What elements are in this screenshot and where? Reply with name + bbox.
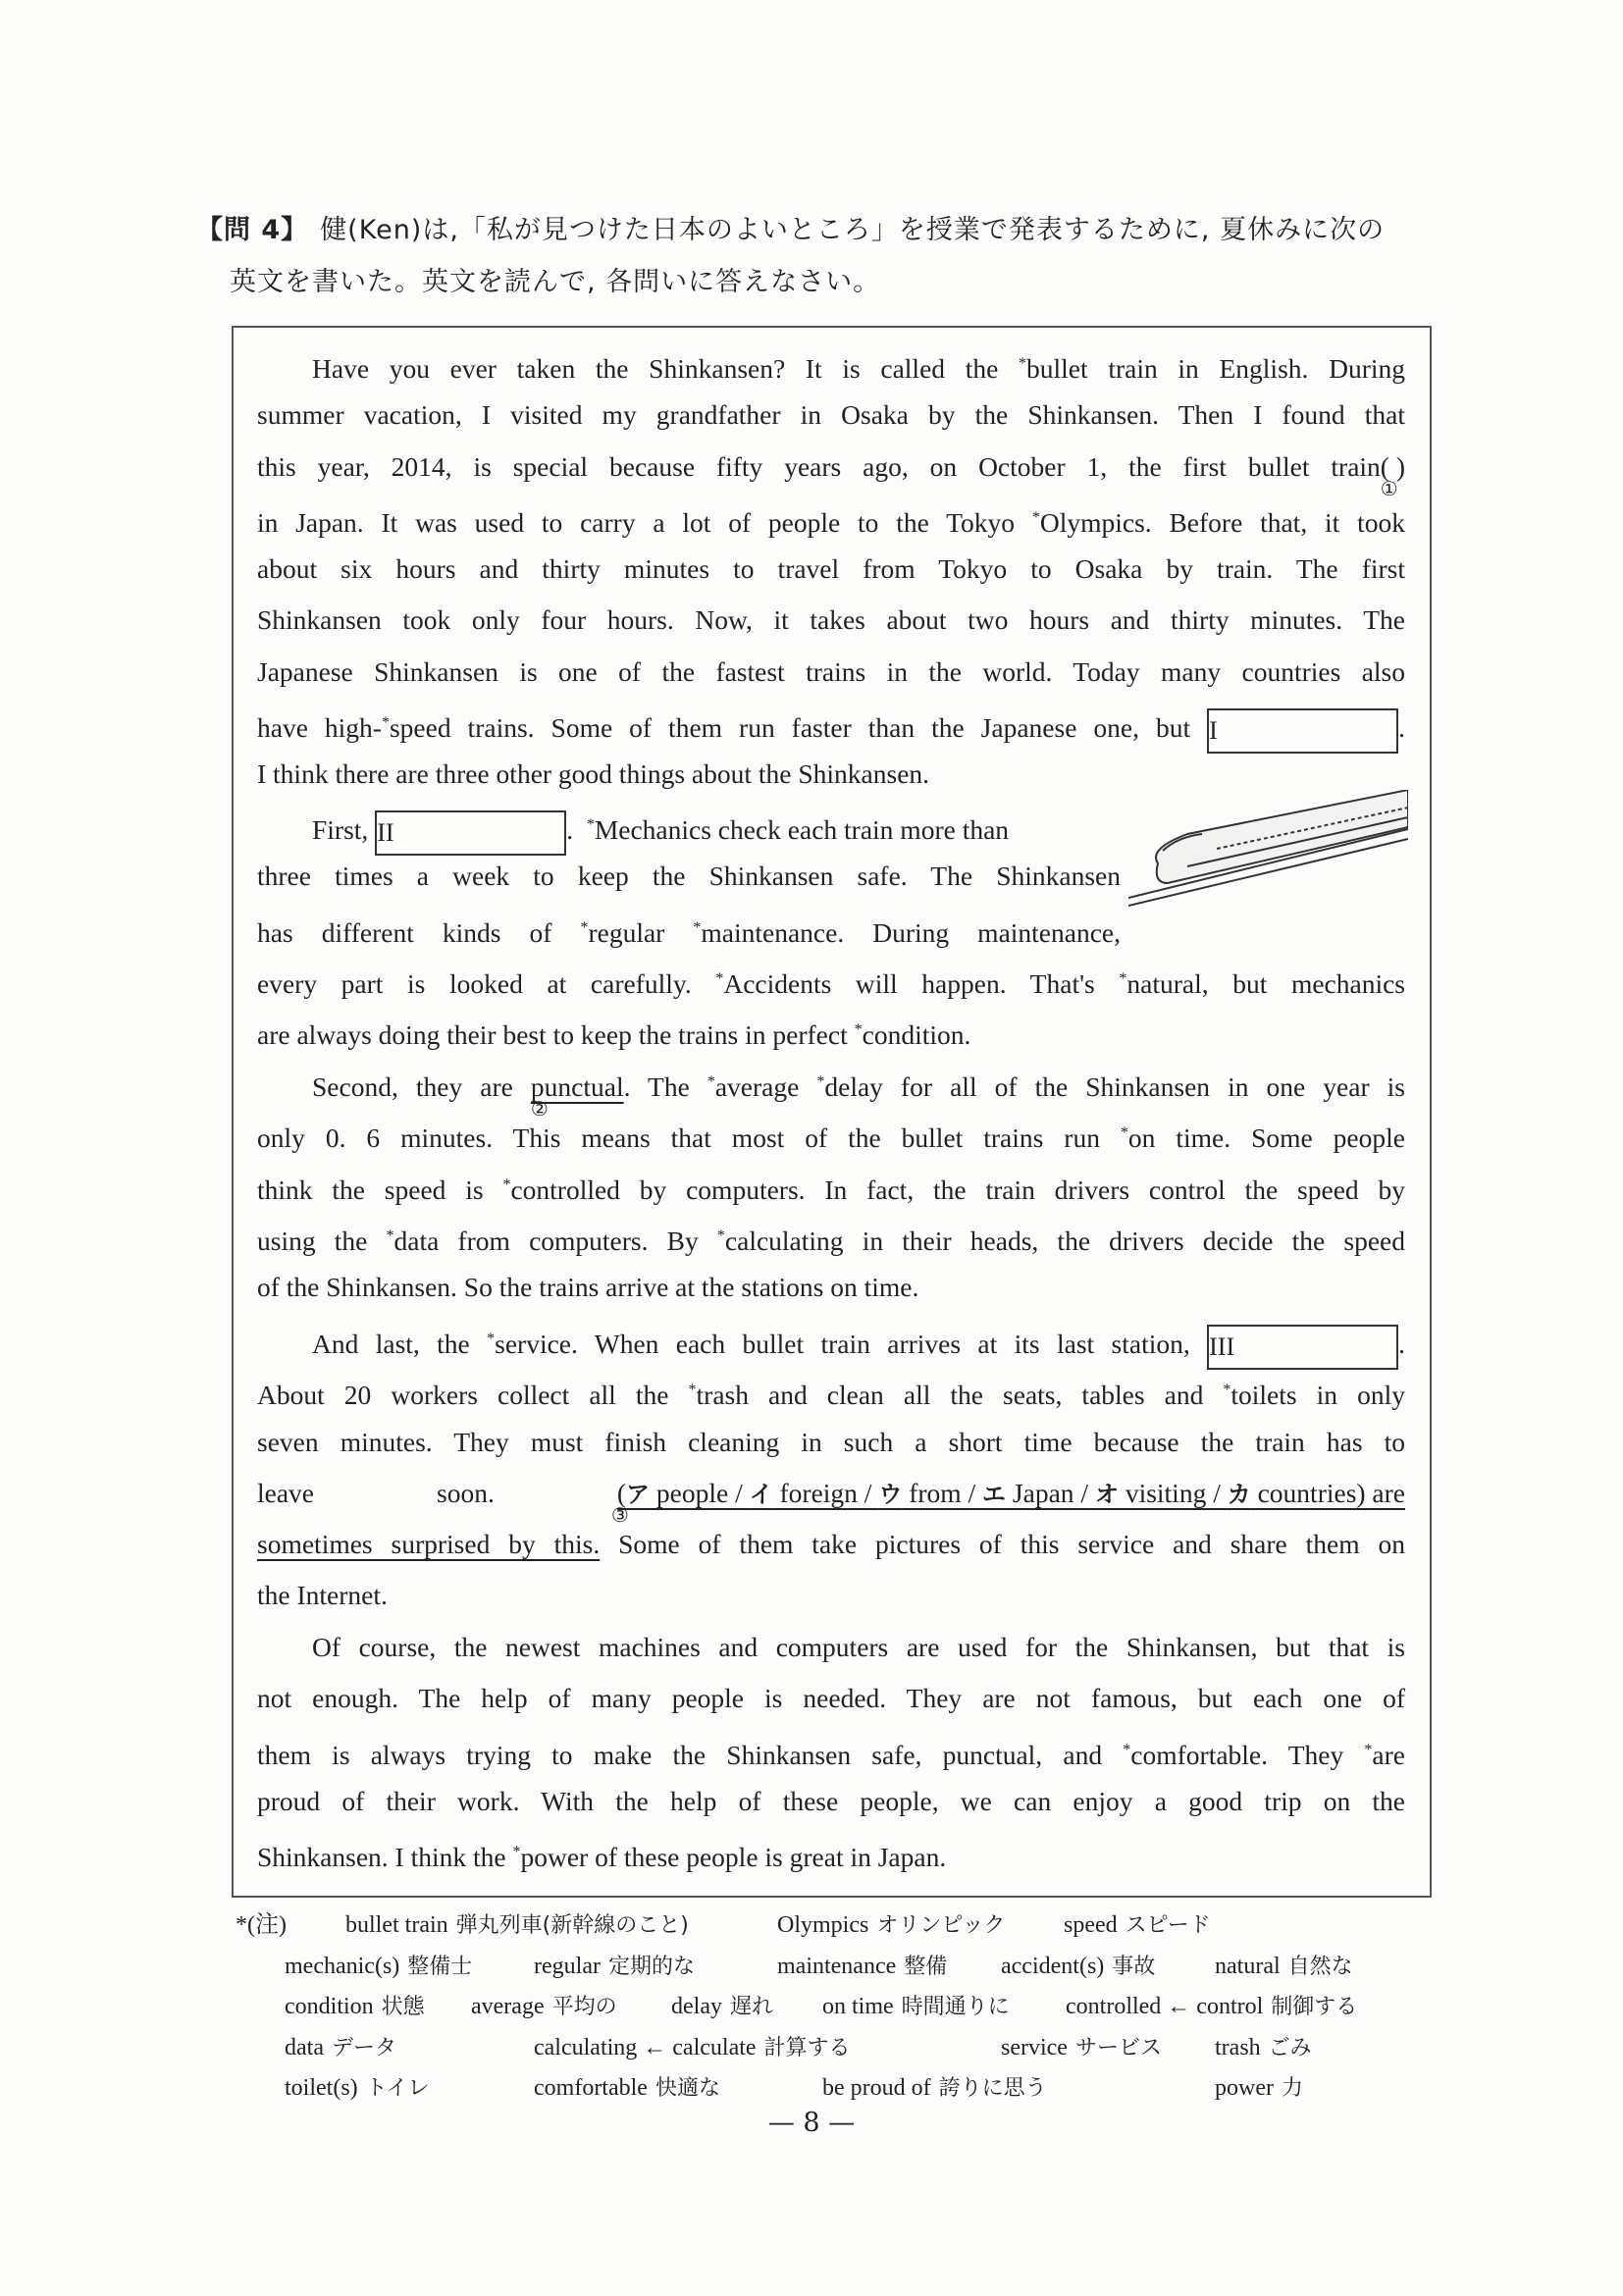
note-item: controlled ← control 制御する — [1066, 1994, 1358, 2019]
p3-line-1: Second, they are punctual ② . The *average *delay for all of the Shinkansen in one year is — [257, 1057, 1405, 1108]
note-item: data データ — [285, 2034, 396, 2061]
marker-3: ③ — [610, 1502, 629, 1527]
note-item: condition 状態 — [285, 1994, 425, 2019]
note-item: service サービス — [1001, 2034, 1162, 2061]
p1-line-2: summer vacation, I visited my grandfather in Osaka by the Shinkansen. Then I found that — [257, 399, 1405, 431]
p1-line-9: I think there are three other good things about the Shinkansen. — [257, 758, 930, 790]
note-item: toilet(s) トイレ — [285, 2075, 430, 2101]
p4-line-1: And last, the *service. When each bullet train arrives at its last station, III . — [257, 1314, 1405, 1365]
note-item: power 力 — [1215, 2075, 1303, 2101]
note-item: mechanic(s) 整備士 — [285, 1953, 473, 1979]
p5-line-1: Of course, the newest machines and computers are used for the Shinkansen, but that is — [312, 1632, 1405, 1662]
p2-line-3: has different kinds of *regular *maintenance. During maintenance, — [257, 916, 1122, 948]
blank-1[interactable]: ( ) ① — [1381, 442, 1405, 493]
p1-line-7: Japanese Shinkansen is one of the fastest trains in the world. Today many countries also — [257, 655, 1405, 687]
p4-line-5: sometimes surprised by this. Some of them take pictures of this service and share them on — [257, 1529, 1405, 1560]
p4-line-4: leave soon. (ア people / イ foreign / ウ from / エ Japan / オ visiting / カ countries) are ③ — [257, 1468, 1405, 1519]
p2-line-1: First, II . *Mechanics check each train more than — [257, 800, 1121, 851]
p1-line-6: Shinkansen took only four hours. Now, it takes about two hours and thirty minutes. The — [257, 604, 1405, 636]
note-item: Olympics オリンピック — [777, 1912, 1006, 1938]
note-item: natural 自然な — [1215, 1953, 1353, 1979]
p5-line-3: them is always trying to make the Shinkansen safe, punctual, and *comfortable. They *are — [257, 1739, 1405, 1770]
answer-box-II[interactable]: II — [375, 810, 566, 856]
marker-2: ② — [530, 1097, 549, 1121]
p1-line-4: in Japan. It was used to carry a lot of people to the Tokyo *Olympics. Before that, it took — [257, 506, 1405, 538]
p3-line-5: of the Shinkansen. So the trains arrive at the stations on time. — [257, 1272, 919, 1303]
note-item: speed スピード — [1064, 1912, 1211, 1938]
notes-label: *(注) — [236, 1912, 287, 1938]
p4-line-3: seven minutes. They must finish cleaning in such a short time because the train has to — [257, 1426, 1405, 1457]
underline-2: punctual — [530, 1071, 624, 1102]
note-item: on time 時間通りに — [822, 1994, 1010, 2019]
p5-line-5: Shinkansen. I think the *power of these people is great in Japan. — [257, 1842, 947, 1873]
answer-box-III[interactable]: III — [1207, 1325, 1398, 1370]
p3-line-2: only 0. 6 minutes. This means that most of the bullet trains run *on time. Some people — [257, 1122, 1405, 1154]
paragraph-4 — [257, 1314, 1405, 1622]
note-item: trash ごみ — [1215, 2034, 1312, 2061]
question-number: 【問 4】 — [196, 215, 309, 245]
notes-row-4 — [236, 2028, 1442, 2069]
p3-line-3: think the speed is *controlled by computers. In fact, the train drivers control the speed by — [257, 1174, 1405, 1205]
note-item: comfortable 快適な — [534, 2075, 720, 2101]
notes-row-2 — [236, 1947, 1442, 1988]
vocabulary-notes — [236, 1905, 1442, 2110]
paragraph-2 — [257, 800, 1121, 954]
shinkansen-train-illustration — [1128, 790, 1408, 908]
p4-line-2: About 20 workers collect all the *trash and clean all the seats, tables and *toilets in only — [257, 1380, 1405, 1411]
note-item: regular 定期的な — [534, 1953, 695, 1979]
p2-line-2: three times a week to keep the Shinkansen safe. The Shinkansen — [257, 861, 1121, 892]
paragraph-2-cont — [257, 954, 1405, 1057]
note-item: accident(s) 事故 — [1001, 1953, 1156, 1979]
reorder-question-3[interactable]: (ア people / イ foreign / ウ from / エ Japan / オ visiting / カ countries) are ③ — [617, 1468, 1405, 1520]
instruction-line-2: 英文を書いた。英文を読んで, 各問いに答えなさい。 — [230, 267, 881, 297]
p1-line-8: have high-*speed trains. Some of them run faster than the Japanese one, but I . — [257, 698, 1405, 749]
p2-line-4: every part is looked at carefully. *Accidents will happen. That's *natural, but mechanics — [257, 968, 1405, 999]
p5-line-4: proud of their work. With the help of these people, we can enjoy a good trip on the — [257, 1785, 1405, 1816]
p4-line-6: the Internet. — [257, 1580, 388, 1611]
answer-box-I[interactable]: I — [1207, 708, 1398, 754]
p3-line-4: using the *data from computers. By *calculating in their heads, the drivers decide the speed — [257, 1225, 1405, 1256]
notes-row-5 — [236, 2068, 1442, 2110]
note-item: delay 遅れ — [671, 1994, 773, 2019]
paragraph-3 — [257, 1057, 1405, 1313]
question-header — [196, 204, 1442, 308]
note-item: calculating ← calculate 計算する — [534, 2034, 851, 2061]
note-item: be proud of 誇りに思う — [822, 2075, 1047, 2101]
paragraph-1 — [257, 339, 1405, 801]
p2-line-5: are always doing their best to keep the trains in perfect *condition. — [257, 1019, 971, 1051]
marker-1: ① — [1380, 476, 1398, 500]
paragraph-5 — [257, 1622, 1405, 1878]
notes-row-3 — [236, 1987, 1442, 2028]
note-item: bullet train 弾丸列車(新幹線のこと) — [345, 1912, 689, 1938]
note-item: average 平均の — [471, 1994, 617, 2019]
p5-line-2: not enough. The help of many people is needed. They are not famous, but each one of — [257, 1683, 1405, 1714]
page-number: — 8 — — [767, 2108, 856, 2138]
notes-row-1 — [236, 1905, 1442, 1947]
p1-line-3: this year, 2014, is special because fifty years ago, on October 1, the first bullet train( ) ① — [257, 442, 1405, 493]
instruction-line-1 — [196, 204, 1442, 256]
p1-line-5: about six hours and thirty minutes to travel from Tokyo to Osaka by train. The first — [257, 553, 1405, 585]
instruction-text-1: 健(Ken)は,「私が見つけた日本のよいところ」を授業で発表するために, 夏休みに次の — [320, 215, 1386, 245]
note-item: maintenance 整備 — [777, 1953, 948, 1979]
p1-line-1: Have you ever taken the Shinkansen? It is called the *bullet train in English. During — [312, 353, 1405, 384]
